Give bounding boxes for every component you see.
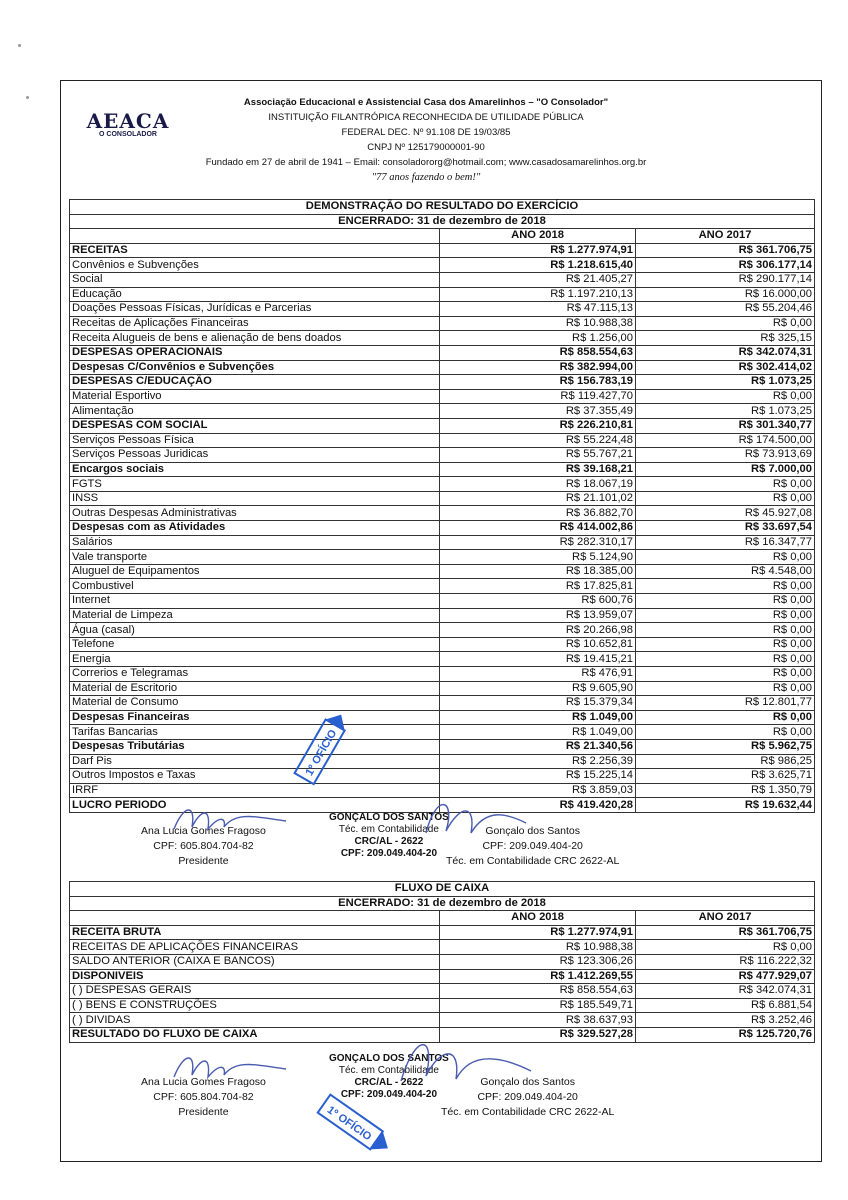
table-row (70, 969, 815, 984)
table-row (70, 652, 815, 667)
value-2017: R$ 342.074,31 (636, 345, 815, 360)
table-row (70, 521, 815, 536)
notary-seal-icon (311, 1091, 401, 1161)
value-2018: R$ 15.379,34 (440, 696, 636, 711)
table-row (70, 725, 815, 740)
row-label: Convênios e Subvenções (70, 258, 440, 273)
cash-flow-subtitle: ENCERRADO: 31 de dezembro de 2018 (70, 896, 815, 911)
row-label: Energia (70, 652, 440, 667)
value-2017: R$ 0,00 (636, 550, 815, 565)
table-row (70, 448, 815, 463)
row-label: RESULTADO DO FLUXO DE CAIXA (70, 1027, 440, 1042)
value-2018: R$ 226.210,81 (440, 418, 636, 433)
row-label: Receitas de Aplicações Financeiras (70, 316, 440, 331)
decree-line: FEDERAL DEC. Nº 91.108 DE 19/03/85 (341, 127, 511, 138)
label-column-header (70, 229, 440, 244)
president-role: Presidente (178, 1106, 229, 1118)
table-row (70, 667, 815, 682)
table-row (70, 637, 815, 652)
table-row (70, 345, 815, 360)
president-role: Presidente (178, 855, 229, 867)
value-2017: R$ 3.625,71 (636, 769, 815, 784)
value-2018: R$ 1.277.974,91 (440, 925, 636, 940)
svg-text:1º OFÍCIO: 1º OFÍCIO (324, 1104, 374, 1144)
value-2017: R$ 325,15 (636, 331, 815, 346)
row-label: Receita Alugueis de bens e alienação de bens doados (70, 331, 440, 346)
value-2018: R$ 123.306,26 (440, 954, 636, 969)
row-label: DESPESAS OPERACIONAIS (70, 345, 440, 360)
value-2017: R$ 477.929,07 (636, 969, 815, 984)
table-row (70, 316, 815, 331)
table-row (70, 418, 815, 433)
accountant-name: Gonçalo dos Santos (480, 1076, 575, 1088)
value-2018: R$ 156.783,19 (440, 375, 636, 390)
year-2017-header: ANO 2017 (636, 911, 815, 926)
row-label: INSS (70, 491, 440, 506)
contact-line: Fundado em 27 de abril de 1941 – Email: consoladororg@hotmail.com; www.casadosamarelinhos.org.br (205, 157, 647, 168)
table-row (70, 506, 815, 521)
value-2018: R$ 15.225,14 (440, 769, 636, 784)
table-row (70, 302, 815, 317)
institution-line: INSTITUIÇÃO FILANTRÓPICA RECONHECIDA DE UTILIDADE PÚBLICA (268, 112, 584, 123)
row-label: Outras Despesas Administrativas (70, 506, 440, 521)
value-2018: R$ 1.197.210,13 (440, 287, 636, 302)
value-2017: R$ 306.177,14 (636, 258, 815, 273)
value-2018: R$ 18.067,19 (440, 477, 636, 492)
year-2018-header: ANO 2018 (440, 229, 636, 244)
row-label: SALDO ANTERIOR (CAIXA E BANCOS) (70, 954, 440, 969)
value-2017: R$ 33.697,54 (636, 521, 815, 536)
value-2018: R$ 37.355,49 (440, 404, 636, 419)
row-label: Internet (70, 594, 440, 609)
table-row (70, 710, 815, 725)
row-label: Serviços Pessoas Juridicas (70, 448, 440, 463)
value-2018: R$ 19.415,21 (440, 652, 636, 667)
row-label: RECEITA BRUTA (70, 925, 440, 940)
value-2017: R$ 19.632,44 (636, 798, 815, 813)
value-2017: R$ 0,00 (636, 389, 815, 404)
accountant-role: Téc. em Contabilidade CRC 2622-AL (446, 855, 620, 867)
accountant-cpf: CPF: 209.049.404-20 (482, 840, 583, 852)
value-2017: R$ 55.204,46 (636, 302, 815, 317)
value-2017: R$ 0,00 (636, 477, 815, 492)
table-row (70, 331, 815, 346)
row-label: DISPONIVEIS (70, 969, 440, 984)
table-row (70, 623, 815, 638)
value-2017: R$ 3.252,46 (636, 1013, 815, 1028)
value-2017: R$ 0,00 (636, 316, 815, 331)
value-2018: R$ 38.637,93 (440, 1013, 636, 1028)
value-2017: R$ 302.414,02 (636, 360, 815, 375)
row-label: LUCRO PERIODO (70, 798, 440, 813)
accountant-role: Téc. em Contabilidade CRC 2622-AL (441, 1106, 615, 1118)
row-label: ( ) DESPESAS GERAIS (70, 984, 440, 999)
value-2018: R$ 47.115,13 (440, 302, 636, 317)
table-row (70, 491, 815, 506)
value-2018: R$ 17.825,81 (440, 579, 636, 594)
value-2018: R$ 1.256,00 (440, 331, 636, 346)
accountant-stamp-1: GONÇALO DOS SANTOS Téc. em Contabilidade CRC/AL - 2622 CPF: 209.049.404-20 (329, 812, 449, 859)
row-label: RECEITAS (70, 243, 440, 258)
accountant-name: Gonçalo dos Santos (485, 825, 580, 837)
row-label: ( ) DIVIDAS (70, 1013, 440, 1028)
table-row (70, 272, 815, 287)
row-label: ( ) BENS E CONSTRUÇÕES (70, 998, 440, 1013)
income-statement-table (69, 199, 815, 813)
value-2018: R$ 858.554,63 (440, 984, 636, 999)
value-2018: R$ 9.605,90 (440, 681, 636, 696)
table-row (70, 258, 815, 273)
row-label: Correrios e Telegramas (70, 667, 440, 682)
table-row (70, 535, 815, 550)
president-name: Ana Lucia Gomes Fragoso (141, 1076, 266, 1088)
value-2017: R$ 73.913,69 (636, 448, 815, 463)
row-label: Despesas C/Convênios e Subvenções (70, 360, 440, 375)
value-2018: R$ 282.310,17 (440, 535, 636, 550)
accountant-signature-icon (416, 793, 536, 843)
table-row (70, 477, 815, 492)
table-row (70, 375, 815, 390)
row-label: Encargos sociais (70, 462, 440, 477)
row-label: Educação (70, 287, 440, 302)
row-label: Material de Consumo (70, 696, 440, 711)
label-column-header (70, 911, 440, 926)
value-2017: R$ 1.073,25 (636, 375, 815, 390)
cash-flow-title: FLUXO DE CAIXA (70, 882, 815, 897)
value-2018: R$ 329.527,28 (440, 1027, 636, 1042)
value-2017: R$ 0,00 (636, 940, 815, 955)
value-2018: R$ 1.049,00 (440, 725, 636, 740)
statement-subtitle: ENCERRADO: 31 de dezembro de 2018 (70, 214, 815, 229)
value-2018: R$ 414.002,86 (440, 521, 636, 536)
president-name: Ana Lucia Gomes Fragoso (141, 825, 266, 837)
organization-name: Associação Educacional e Assistencial Casa dos Amarelinhos – "O Consolador" (243, 97, 609, 108)
table-row (70, 954, 815, 969)
value-2017: R$ 342.074,31 (636, 984, 815, 999)
row-label: Material Esportivo (70, 389, 440, 404)
value-2018: R$ 1.218.615,40 (440, 258, 636, 273)
value-2018: R$ 2.256,39 (440, 754, 636, 769)
value-2017: R$ 4.548,00 (636, 564, 815, 579)
value-2017: R$ 0,00 (636, 491, 815, 506)
president-signature-icon (166, 1047, 296, 1087)
president-signature-icon (166, 799, 296, 839)
table-row (70, 925, 815, 940)
value-2017: R$ 0,00 (636, 652, 815, 667)
table-row (70, 998, 815, 1013)
motto: "77 anos fazendo o bem!" (371, 172, 481, 183)
value-2017: R$ 361.706,75 (636, 243, 815, 258)
notary-seal-icon (283, 703, 363, 793)
value-2018: R$ 21.101,02 (440, 491, 636, 506)
table-row (70, 360, 815, 375)
value-2017: R$ 7.000,00 (636, 462, 815, 477)
row-label: Material de Escritorio (70, 681, 440, 696)
table-row (70, 681, 815, 696)
value-2018: R$ 20.266,98 (440, 623, 636, 638)
value-2017: R$ 0,00 (636, 710, 815, 725)
value-2018: R$ 36.882,70 (440, 506, 636, 521)
row-label: Despesas com as Atividades (70, 521, 440, 536)
table-row (70, 594, 815, 609)
value-2018: R$ 18.385,00 (440, 564, 636, 579)
value-2017: R$ 0,00 (636, 608, 815, 623)
cash-flow-table (69, 881, 815, 1043)
value-2018: R$ 3.859,03 (440, 783, 636, 798)
value-2018: R$ 1.412.269,55 (440, 969, 636, 984)
value-2018: R$ 21.340,56 (440, 739, 636, 754)
row-label: IRRF (70, 783, 440, 798)
value-2017: R$ 0,00 (636, 725, 815, 740)
value-2018: R$ 55.767,21 (440, 448, 636, 463)
row-label: Social (70, 272, 440, 287)
president-cpf: CPF: 605.804.704-82 (153, 1091, 254, 1103)
accountant-signature-icon (391, 1031, 541, 1091)
year-2018-header: ANO 2018 (440, 911, 636, 926)
row-label: Despesas Tributárias (70, 739, 440, 754)
table-row (70, 940, 815, 955)
statement-title: DEMONSTRAÇÃO DO RESULTADO DO EXERCÍCIO (70, 200, 815, 215)
row-label: Vale transporte (70, 550, 440, 565)
value-2017: R$ 0,00 (636, 681, 815, 696)
row-label: Outros Impostos e Taxas (70, 769, 440, 784)
table-row (70, 769, 815, 784)
value-2018: R$ 10.988,38 (440, 316, 636, 331)
value-2017: R$ 16.000,00 (636, 287, 815, 302)
value-2017: R$ 45.927,08 (636, 506, 815, 521)
letterhead (61, 81, 821, 199)
scan-speck (18, 44, 21, 47)
value-2018: R$ 476,91 (440, 667, 636, 682)
value-2018: R$ 5.124,90 (440, 550, 636, 565)
table-row (70, 608, 815, 623)
row-label: Combustivel (70, 579, 440, 594)
value-2017: R$ 290.177,14 (636, 272, 815, 287)
row-label: Água (casal) (70, 623, 440, 638)
cnpj-line: CNPJ Nº 125179000001-90 (367, 142, 485, 153)
table-row (70, 984, 815, 999)
value-2017: R$ 361.706,75 (636, 925, 815, 940)
value-2017: R$ 986,25 (636, 754, 815, 769)
row-label: Tarifas Bancarias (70, 725, 440, 740)
row-label: Darf Pis (70, 754, 440, 769)
value-2018: R$ 419.420,28 (440, 798, 636, 813)
value-2017: R$ 116.222,32 (636, 954, 815, 969)
value-2017: R$ 0,00 (636, 667, 815, 682)
row-label: Telefone (70, 637, 440, 652)
value-2018: R$ 382.994,00 (440, 360, 636, 375)
value-2017: R$ 5.962,75 (636, 739, 815, 754)
value-2017: R$ 12.801,77 (636, 696, 815, 711)
row-label: Doações Pessoas Físicas, Jurídicas e Parcerias (70, 302, 440, 317)
value-2018: R$ 55.224,48 (440, 433, 636, 448)
row-label: DESPESAS C/EDUCAÇÃO (70, 375, 440, 390)
table-row (70, 696, 815, 711)
letterhead-text (161, 95, 691, 185)
value-2017: R$ 0,00 (636, 594, 815, 609)
table-row (70, 564, 815, 579)
value-2018: R$ 1.049,00 (440, 710, 636, 725)
value-2017: R$ 1.350,79 (636, 783, 815, 798)
row-label: FGTS (70, 477, 440, 492)
value-2017: R$ 125.720,76 (636, 1027, 815, 1042)
value-2018: R$ 1.277.974,91 (440, 243, 636, 258)
value-2017: R$ 174.500,00 (636, 433, 815, 448)
row-label: Alimentação (70, 404, 440, 419)
document-frame (60, 80, 822, 1162)
table-row (70, 1013, 815, 1028)
value-2017: R$ 6.881,54 (636, 998, 815, 1013)
value-2018: R$ 13.959,07 (440, 608, 636, 623)
value-2017: R$ 16.347,77 (636, 535, 815, 550)
value-2018: R$ 21.405,27 (440, 272, 636, 287)
value-2018: R$ 10.652,81 (440, 637, 636, 652)
year-2017-header: ANO 2017 (636, 229, 815, 244)
row-label: Salários (70, 535, 440, 550)
table-row (70, 579, 815, 594)
row-label: Material de Limpeza (70, 608, 440, 623)
value-2017: R$ 0,00 (636, 623, 815, 638)
value-2018: R$ 119.427,70 (440, 389, 636, 404)
value-2018: R$ 39.168,21 (440, 462, 636, 477)
table-row (70, 433, 815, 448)
table-row (70, 287, 815, 302)
accountant-stamp-2: GONÇALO DOS SANTOS Téc. em Contabilidade CRC/AL - 2622 CPF: 209.049.404-20 (329, 1053, 449, 1100)
svg-text:1º OFÍCIO: 1º OFÍCIO (303, 727, 340, 778)
table-row (70, 462, 815, 477)
table-row (70, 243, 815, 258)
table-row (70, 550, 815, 565)
table-row (70, 739, 815, 754)
value-2017: R$ 301.340,77 (636, 418, 815, 433)
scan-speck (26, 96, 29, 99)
value-2017: R$ 0,00 (636, 637, 815, 652)
value-2018: R$ 185.549,71 (440, 998, 636, 1013)
table-row (70, 754, 815, 769)
row-label: DESPESAS COM SOCIAL (70, 418, 440, 433)
accountant-cpf: CPF: 209.049.404-20 (477, 1091, 578, 1103)
value-2018: R$ 858.554,63 (440, 345, 636, 360)
organization-logo: AEACA O CONSOLADOR (86, 109, 170, 138)
value-2017: R$ 0,00 (636, 579, 815, 594)
row-label: Aluguel de Equipamentos (70, 564, 440, 579)
row-label: Despesas Financeiras (70, 710, 440, 725)
value-2017: R$ 1.073,25 (636, 404, 815, 419)
value-2018: R$ 600,76 (440, 594, 636, 609)
value-2018: R$ 10.988,38 (440, 940, 636, 955)
president-cpf: CPF: 605.804.704-82 (153, 840, 254, 852)
row-label: Serviços Pessoas Física (70, 433, 440, 448)
table-row (70, 404, 815, 419)
table-row (70, 389, 815, 404)
row-label: RECEITAS DE APLICAÇÕES FINANCEIRAS (70, 940, 440, 955)
